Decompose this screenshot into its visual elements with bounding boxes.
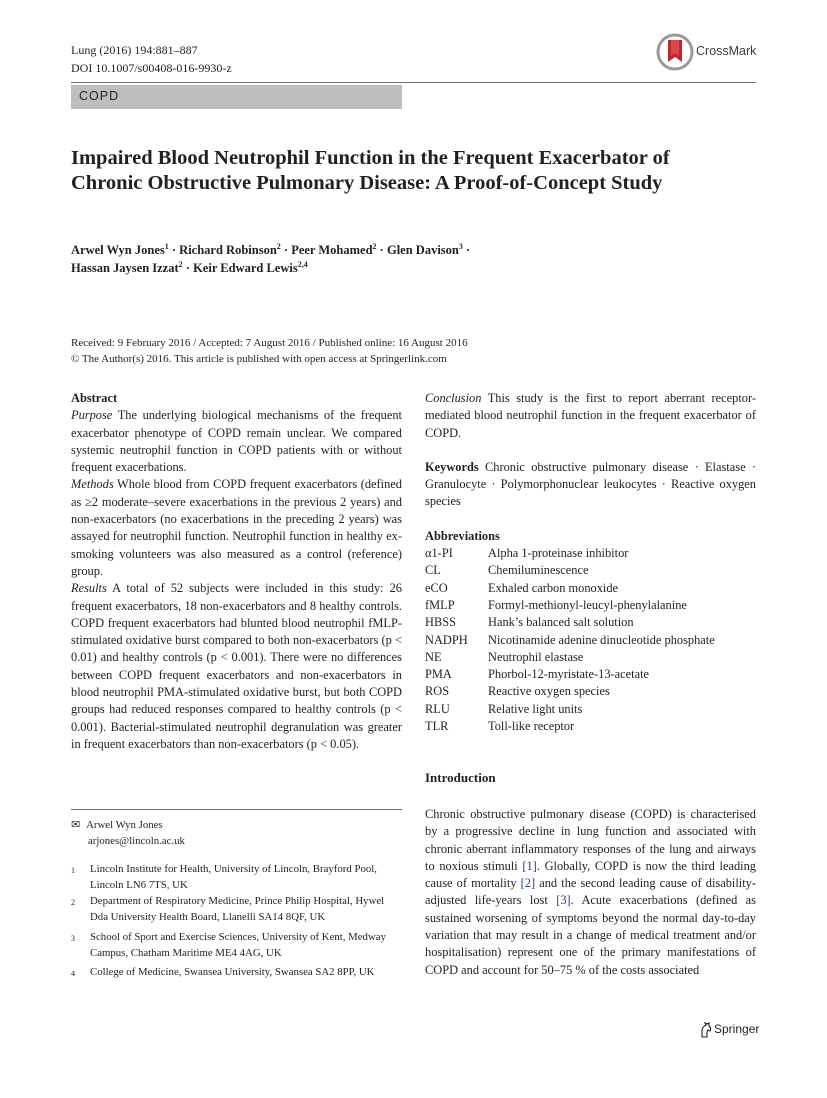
affiliation: 1 Lincoln Institute for Health, University of Lincoln, Brayford Pool, Lincoln LN6 7TS, UK	[71, 863, 377, 891]
right-column	[425, 390, 756, 735]
abbreviation-row: fMLP Formyl-methionyl-leucyl-phenylalanine	[425, 597, 687, 612]
abstract-purpose: Purpose The underlying biological mechanisms of the frequent exacerbator phenotype of COPD remain unclear. We compared systemic neutrophil function in COPD patients with or without frequent exacerbations.	[71, 408, 402, 475]
journal-reference	[71, 41, 232, 77]
author[interactable]: Glen Davison$^3$	[386, 241, 463, 257]
abstract-conclusion: Conclusion This study is the first to report aberrant receptor-mediated blood neutrophil function in the frequent exacerbator of COPD.	[425, 391, 756, 440]
author[interactable]: Richard Robinson$^2$	[179, 241, 281, 257]
corresponding-author-name: Arwel Wyn Jones	[86, 819, 163, 831]
publisher-name: Springer	[714, 1022, 760, 1036]
section-bar	[71, 85, 402, 109]
citation-link[interactable]: [3]	[556, 893, 571, 908]
envelope-icon: ✉	[71, 819, 81, 831]
citation-link[interactable]: [1]	[522, 858, 537, 873]
springer-logo	[699, 1020, 759, 1040]
author-list: Arwel Wyn Jones$^1$ · Richard Robinson$^2$ · Peer Mohamed$^2$ · Glen Davison$^3$ · Hassan Jaysen Izzat$^2$ · Keir Edward Lewis$^{2,4}$	[71, 241, 471, 275]
horse-icon	[699, 1022, 712, 1038]
author[interactable]: Peer Mohamed$^2$	[291, 241, 377, 257]
abbreviation-row: NADPH Nicotinamide adenine dinucleotide phosphate	[425, 632, 715, 647]
doi[interactable]: DOI 10.1007/s00408-016-9930-z	[71, 61, 232, 75]
received-accepted-published: Received: 9 February 2016 / Accepted: 7 August 2016 / Published online: 16 August 2016	[71, 337, 468, 349]
citation-link[interactable]: [2]	[520, 876, 536, 891]
author[interactable]: Arwel Wyn Jones$^1$	[71, 241, 169, 257]
introduction-paragraph: Chronic obstructive pulmonary disease (COPD) is characterised by a progressive decline in lung function and associated with chronic aberrant inflammatory responses of the lung and airways to noxious stimuli [1]. Globally, COPD is now the third leading cause of mortality [2] and the second leading cause of disability-adjusted life-years lost [3]. Acute exacerbations (defined as sustained worsening of symptoms beyond the normal day-to-day variation that may result in a change of medical treatment and/or hospitalisation) represent one of the primary manifestations of COPD and account for 50–75 % of the costs associated	[425, 807, 756, 977]
affiliation: 3 School of Sport and Exercise Sciences, University of Kent, Medway Campus, Chatham Maritime ME4 4AG, UK	[71, 931, 386, 959]
abbreviation-row: eCO Exhaled carbon monoxide	[425, 580, 619, 595]
abbreviation-row: CL Chemiluminescence	[425, 563, 589, 578]
abbreviation-row: TLR Toll-like receptor	[425, 719, 575, 734]
abbreviation-row: α1-PI Alpha 1-proteinase inhibitor	[425, 546, 629, 561]
keywords: Keywords Chronic obstructive pulmonary disease · Elastase · Granulocyte · Polymorphonuclear leukocytes · Reactive oxygen species	[425, 459, 756, 509]
crossmark-icon	[656, 32, 694, 72]
corresponding-author-email[interactable]: arjones@lincoln.ac.uk	[88, 834, 185, 847]
abbreviations-heading: Abbreviations	[425, 528, 500, 543]
abbreviation-row: NE Neutrophil elastase	[425, 649, 584, 664]
abbreviation-row: ROS Reactive oxygen species	[425, 684, 610, 699]
author[interactable]: Hassan Jaysen Izzat$^2$	[71, 259, 183, 275]
article-title: Impaired Blood Neutrophil Function in the Frequent Exacerbator of Chronic Obstructive Pulmonary Disease: A Proof-of-Concept Study	[71, 147, 670, 194]
copyright-line: © The Author(s) 2016. This article is published with open access at Springerlink.com	[71, 353, 447, 365]
affiliation: 4 College of Medicine, Swansea University, Swansea SA2 8PP, UK	[71, 966, 375, 978]
abstract-methods: Methods Whole blood from COPD frequent exacerbators (defined as ≥2 moderate–severe exacerbations in the previous 2 years) and non-exacerbators (no exacerbations in the preceding 2 years) was assayed for neutrophil function. Neutrophil function in healthy ex-smoking volunteers was also measured as a control (reference) group.	[71, 477, 402, 578]
abbreviation-row: RLU Relative light units	[425, 701, 583, 716]
abbreviations-list	[425, 545, 756, 735]
journal-citation: Lung (2016) 194:881–887	[71, 43, 198, 57]
section-label: COPD	[79, 89, 120, 103]
crossmark-label: CrossMark	[696, 44, 757, 58]
header-rule	[71, 82, 756, 83]
article-dates	[71, 335, 468, 367]
introduction-heading: Introduction	[425, 770, 496, 785]
abbreviation-row: PMA Phorbol-12-myristate-13-acetate	[425, 667, 650, 682]
abstract-heading: Abstract	[71, 391, 118, 405]
author[interactable]: Keir Edward Lewis$^{2,4}$	[193, 259, 308, 275]
abstract-results: Results A total of 52 subjects were included in this study: 26 frequent exacerbators, 18 non-exacerbators and 8 healthy controls. COPD frequent exacerbators had blunted blood neutrophil fMLP-stimulated oxidative burst compared to both non-exacerbators (p < 0.01) and healthy controls (p < 0.001). There were no differences between COPD frequent exacerbators and non-exacerbators in blood neutrophil PMA-stimulated oxidative burst, but both COPD groups had reduced responses compared to healthy controls (p < 0.001). Bacterial-stimulated neutrophil degranulation was greater in frequent exacerbators than non-exacerbators (p < 0.05).	[71, 581, 402, 751]
corresponding-author	[71, 818, 402, 849]
abstract	[71, 390, 402, 753]
affiliation: 2 Department of Respiratory Medicine, Prince Philip Hospital, Hywel Dda University Health Board, Llanelli SA14 8QF, UK	[71, 895, 385, 923]
footnote-rule	[71, 809, 402, 810]
crossmark-badge[interactable]	[656, 32, 760, 72]
abbreviation-row: HBSS Hank’s balanced salt solution	[425, 615, 634, 630]
